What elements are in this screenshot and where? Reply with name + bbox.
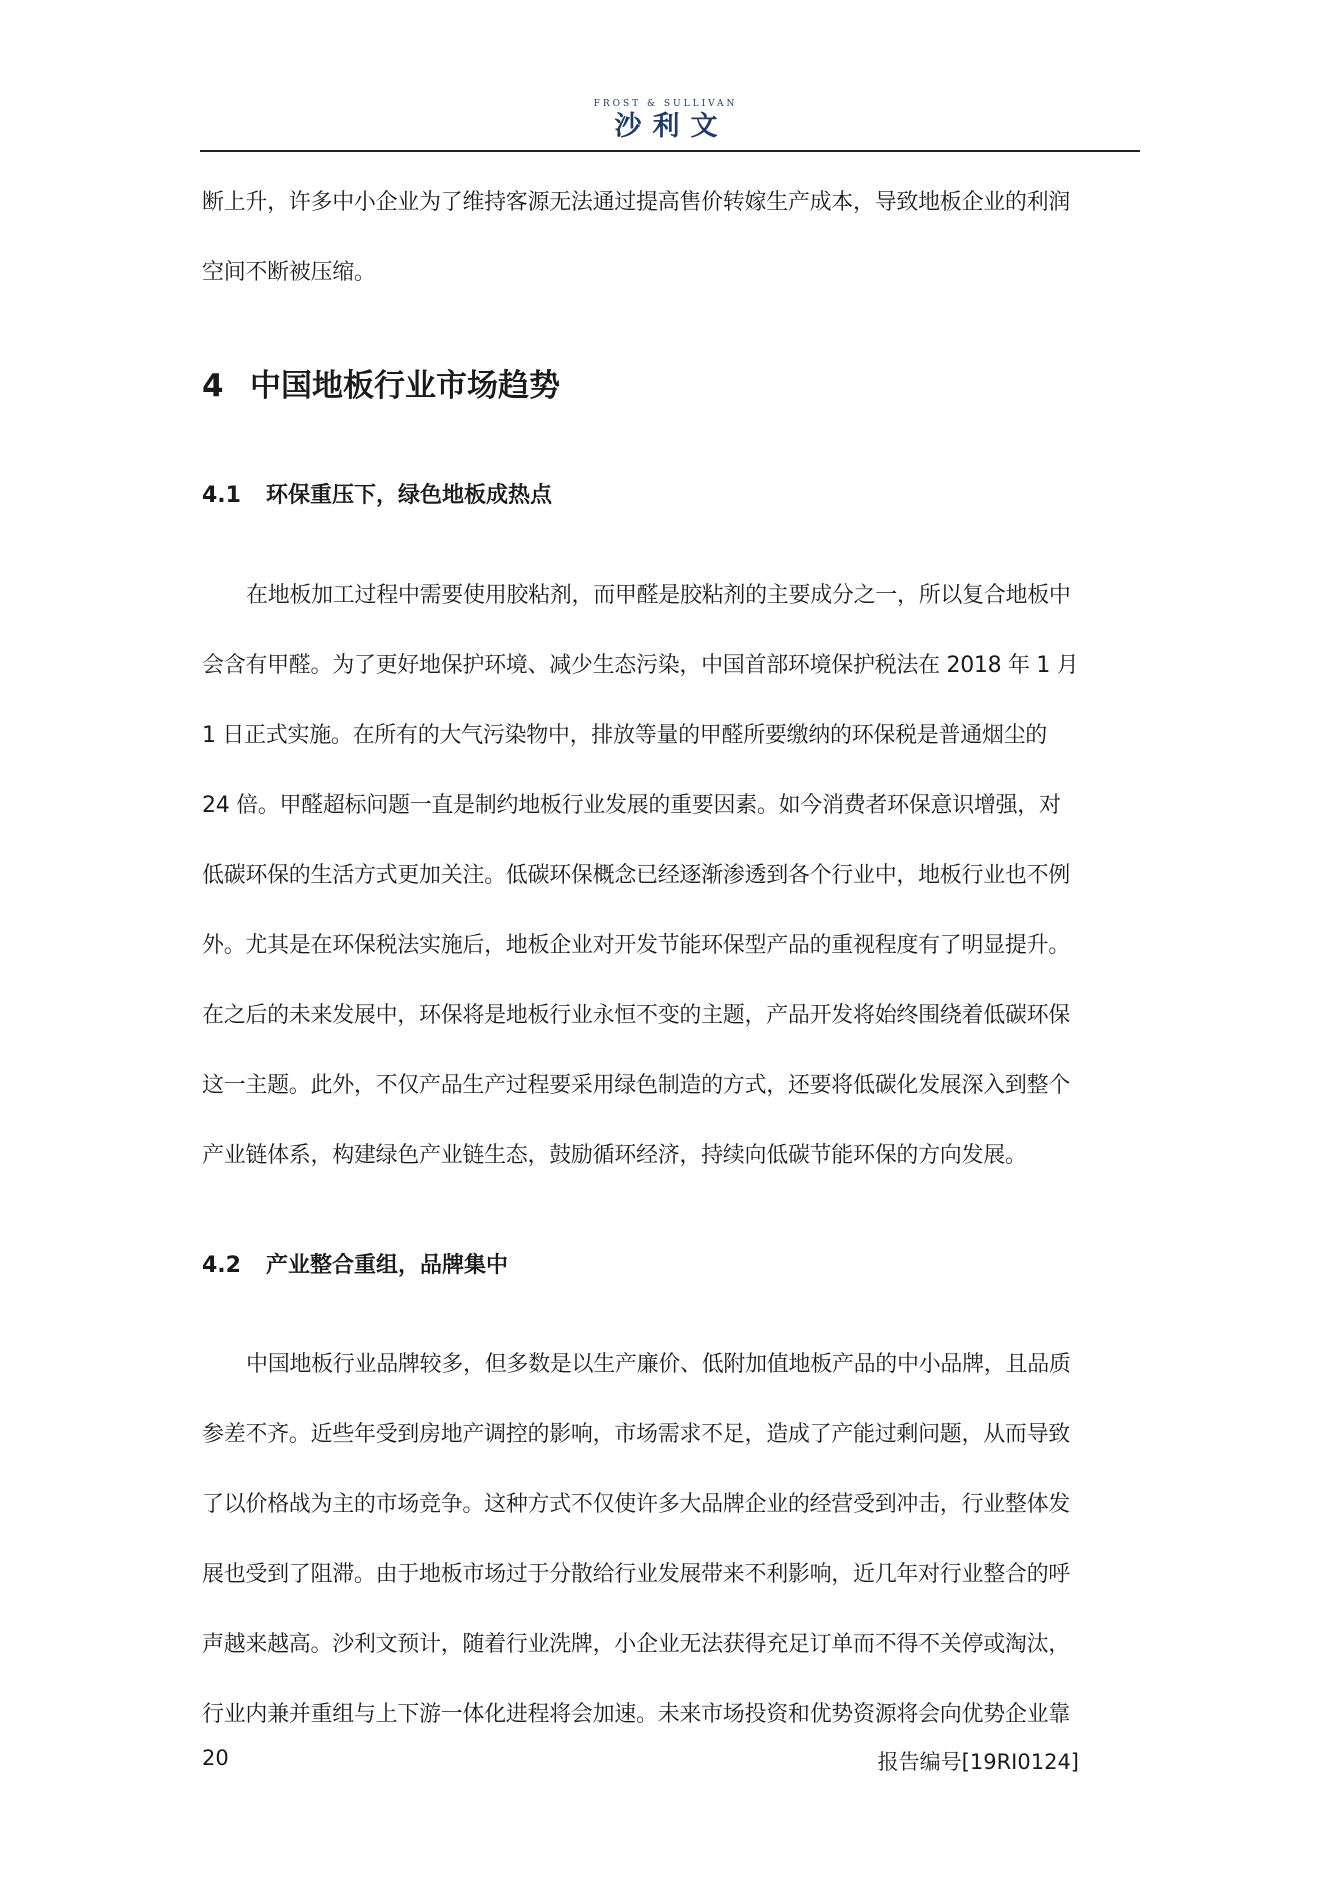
text-line: 声越来越高。沙利文预计，随着行业洗牌，小企业无法获得充足订单而不得不关停或淘汰， [202, 1632, 1071, 1657]
text-line: 中国地板行业品牌较多，但多数是以生产廉价、低附加值地板产品的中小品牌，且品质 [246, 1352, 1071, 1377]
text-line: 24 倍。甲醛超标问题一直是制约地板行业发展的重要因素。如今消费者环保意识增强，对 [202, 793, 1061, 818]
brand-logo-chinese: 沙利文 [614, 111, 729, 142]
report-code: 报告编号[19RI0124] [877, 1750, 1079, 1774]
section-4-heading [202, 364, 560, 408]
subsection-title: 产业整合重组，品牌集中 [266, 1253, 509, 1278]
subsection-number: 4.2 [202, 1253, 241, 1278]
text-line: 低碳环保的生活方式更加关注。低碳环保概念已经逐渐渗透到各个行业中，地板行业也不例 [202, 863, 1071, 888]
text-line: 行业内兼并重组与上下游一体化进程将会加速。未来市场投资和优势资源将会向优势企业靠 [202, 1702, 1071, 1727]
header-divider [200, 150, 1140, 152]
text-line: 了以价格战为主的市场竞争。这种方式不仅使许多大品牌企业的经营受到冲击，行业整体发 [202, 1492, 1071, 1517]
text-line: 产业链体系，构建绿色产业链生态，鼓励循环经济，持续向低碳节能环保的方向发展。 [202, 1143, 1027, 1168]
text-line: 在之后的未来发展中，环保将是地板行业永恒不变的主题，产品开发将始终围绕着低碳环保 [202, 1003, 1071, 1028]
intro-paragraph [202, 168, 1138, 308]
text-line: 断上升，许多中小企业为了维持客源无法通过提高售价转嫁生产成本，导致地板企业的利润 [202, 190, 1071, 215]
section-4-1-heading [202, 480, 552, 512]
page-header [0, 98, 1331, 144]
text-line: 1 日正式实施。在所有的大气污染物中，排放等量的甲醛所要缴纳的环保税是普通烟尘的 [202, 723, 1047, 748]
subsection-title: 环保重压下，绿色地板成热点 [266, 483, 553, 508]
text-line: 空间不断被压缩。 [202, 260, 376, 285]
section-number: 4 [202, 368, 224, 404]
text-line: 展也受到了阻滞。由于地板市场过于分散给行业发展带来不利影响，近几年对行业整合的呼 [202, 1562, 1071, 1587]
text-line: 这一主题。此外，不仅产品生产过程要采用绿色制造的方式，还要将低碳化发展深入到整个 [202, 1073, 1071, 1098]
brand-logo-english: FROST & SULLIVAN [593, 99, 738, 109]
text-line: 会含有甲醛。为了更好地保护环境、减少生态污染，中国首部环境保护税法在 2018 年 1 月 [202, 653, 1079, 678]
section-4-1-paragraph [202, 561, 1138, 1191]
section-4-2-heading [202, 1250, 508, 1282]
text-line: 外。尤其是在环保税法实施后，地板企业对开发节能环保型产品的重视程度有了明显提升。 [202, 933, 1071, 958]
section-title: 中国地板行业市场趋势 [250, 368, 560, 404]
subsection-number: 4.1 [202, 483, 241, 508]
text-line: 参差不齐。近些年受到房地产调控的影响，市场需求不足，造成了产能过剩问题，从而导致 [202, 1422, 1071, 1447]
page-number: 20 [202, 1746, 229, 1770]
text-line: 在地板加工过程中需要使用胶粘剂，而甲醛是胶粘剂的主要成分之一，所以复合地板中 [246, 583, 1071, 608]
section-4-2-paragraph [202, 1330, 1138, 1750]
